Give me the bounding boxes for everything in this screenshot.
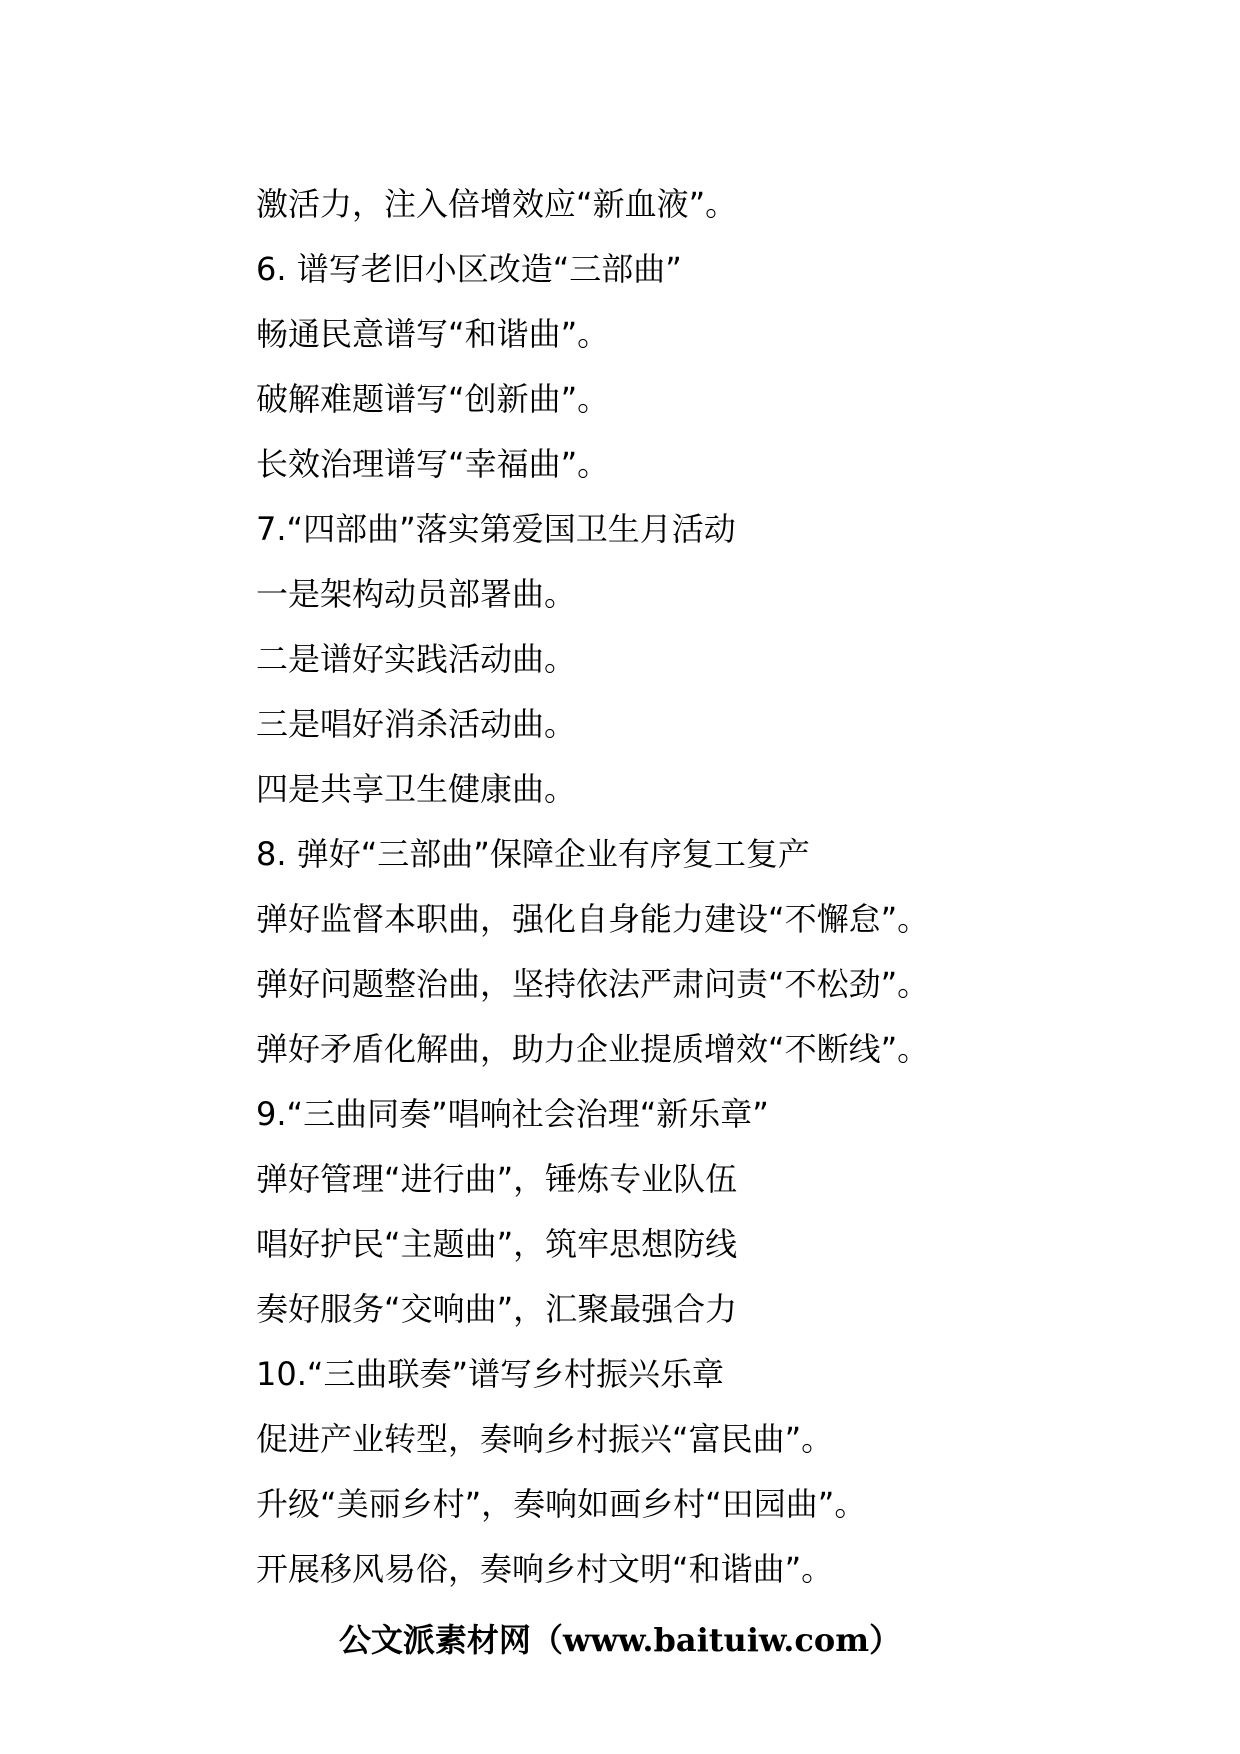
section-heading: 8. 弹好“三部曲”保障企业有序复工复产 [256, 835, 810, 873]
document-body [256, 172, 1156, 1602]
text-line: 三是唱好消杀活动曲。 [256, 705, 577, 743]
text-line: 弹好问题整治曲，坚持依法严肃问责“不松劲”。 [256, 965, 930, 1003]
text-line: 升级“美丽乡村”，奏响如画乡村“田园曲”。 [256, 1485, 867, 1523]
text-line: 弹好管理“进行曲”，锤炼专业队伍 [256, 1160, 738, 1198]
text-line: 四是共享卫生健康曲。 [256, 770, 577, 808]
section-heading: 9.“三曲同奏”唱响社会治理“新乐章” [256, 1095, 769, 1133]
section-heading: 7.“四部曲”落实第爱国卫生月活动 [256, 510, 736, 548]
text-line: 一是架构动员部署曲。 [256, 575, 577, 613]
section-heading: 10.“三曲联奏”谱写乡村振兴乐章 [256, 1355, 725, 1393]
text-line: 破解难题谱写“创新曲”。 [256, 380, 610, 418]
text-line: 促进产业转型，奏响乡村振兴“富民曲”。 [256, 1420, 834, 1458]
text-line: 开展移风易俗，奏响乡村文明“和谐曲”。 [256, 1550, 834, 1588]
text-line: 弹好矛盾化解曲，助力企业提质增效“不断线”。 [256, 1030, 930, 1068]
section-heading: 6. 谱写老旧小区改造“三部曲” [256, 250, 682, 288]
text-line: 长效治理谱写“幸福曲”。 [256, 445, 610, 483]
text-line: 畅通民意谱写“和谐曲”。 [256, 315, 610, 353]
text-line: 激活力，注入倍增效应“新血液”。 [256, 185, 738, 223]
text-line: 唱好护民“主题曲”，筑牢思想防线 [256, 1225, 738, 1263]
text-line: 奏好服务“交响曲”，汇聚最强合力 [256, 1290, 738, 1328]
text-line: 弹好监督本职曲，强化自身能力建设“不懈怠”。 [256, 900, 930, 938]
page-footer-watermark: 公文派素材网（www.baituiw.com） [338, 1621, 902, 1659]
text-line: 二是谱好实践活动曲。 [256, 640, 577, 678]
